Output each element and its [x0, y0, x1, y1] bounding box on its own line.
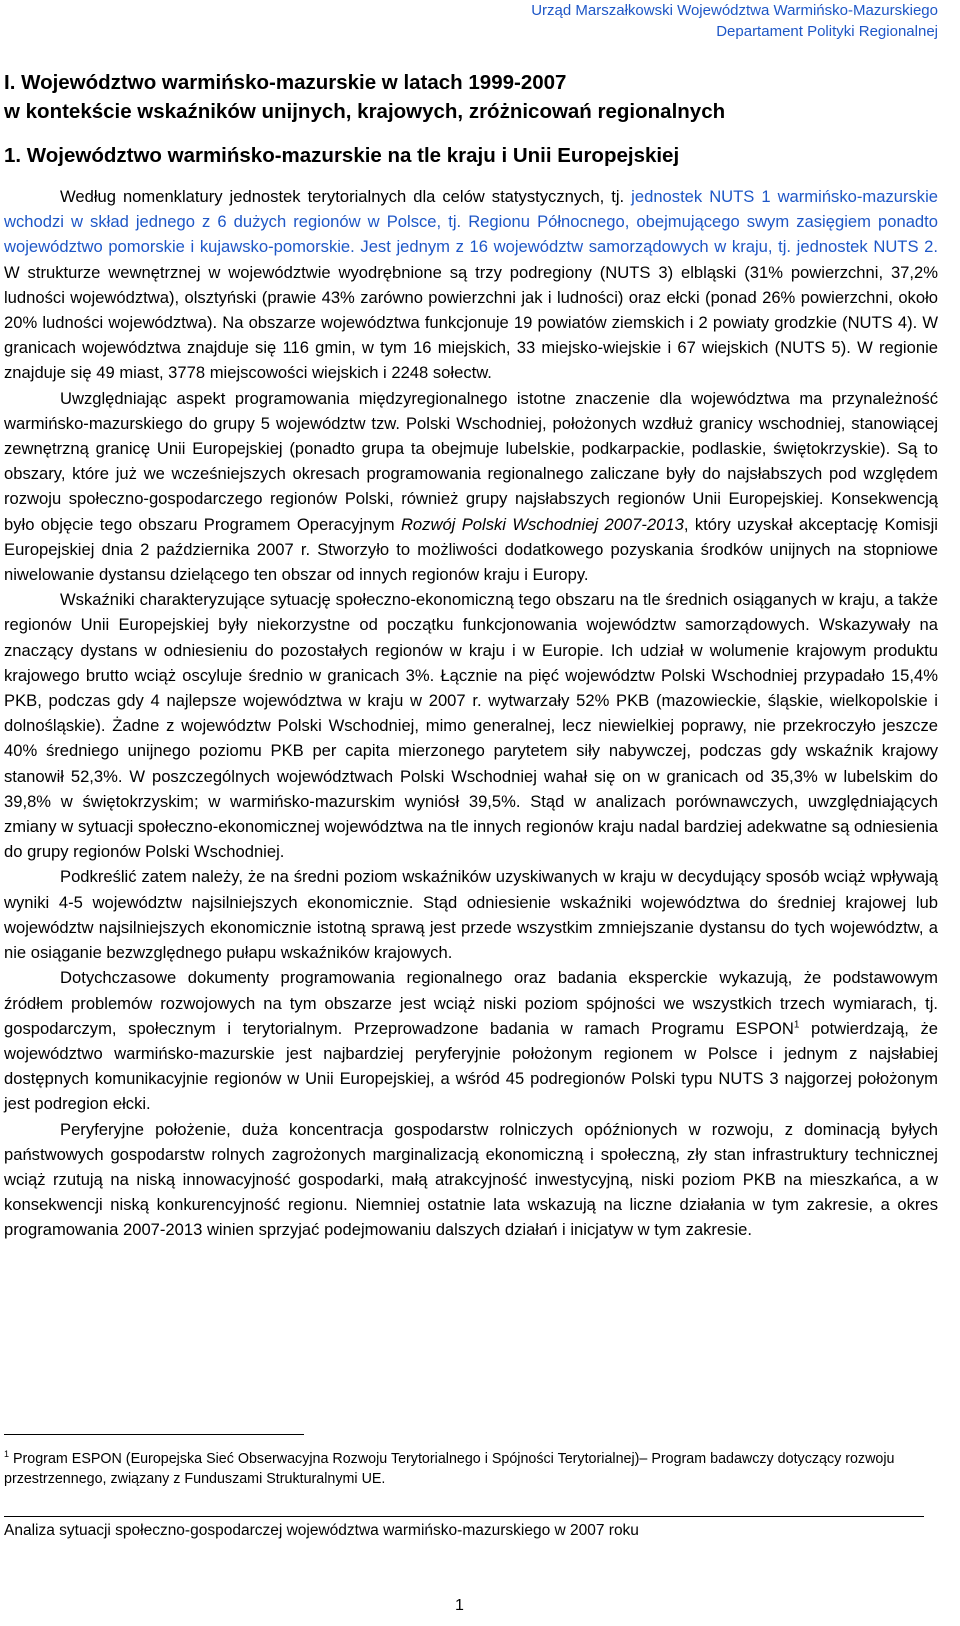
- header-institution: Urząd Marszałkowski Województwa Warmińsko-Mazurskiego: [531, 2, 938, 19]
- paragraph-6: Peryferyjne położenie, duża koncentracja gospodarstw rolniczych opóźnionych w rozwoju, z dominacją byłych państwowych gospodarstw rolnych zagrożonych marginalizacją ekonomiczną i społeczną, zły stan infrastruktury technicznej wciąż rzutują na niską innowacyjność gospodarki, małą atrakcyjność inwestycyjną, niski poziom PKB na mieszkańca, a w konsekwencji niską konkurencyjność regionu. Niemniej ostatnie lata wskazują na liczne działania w tym zakresie, a okres programowania 2007-2013 winien sprzyjać podejmowaniu dalszych działań i inicjatyw w tym zakresie.: [4, 1119, 938, 1240]
- footnote-separator: [4, 1434, 304, 1435]
- paragraph-2-part-a: Uwzględniając aspekt programowania międzyregionalnego istotne znaczenie dla województwa ma przynależność warmińsko-mazurskiego do grupy 5 województw tzw. Polski Wschodniej, położonych wzdłuż granicy wschodniej, stanowiącej zewnętrzną granicę Unii Europejskiej (ponadto grupa ta obejmuje lubelskie, podkarpackie, podlaskie, świętokrzyskie). Są to obszary, które już we wcześniejszych okresach programowania regionalnego zaliczane były do najsłabszych pod względem rozwoju społeczno-gospodarczego regionów Polski, również grupy najsłabszych regionów Unii Europejskiej. Konsekwencją było objęcie tego obszaru Programem Operacyjnym: [4, 388, 938, 534]
- page-footer: Analiza sytuacji społeczno-gospodarczej województwa warmińsko-mazurskiego w 2007 roku: [4, 1522, 639, 1539]
- chapter-heading: [4, 68, 944, 126]
- page-number: 1: [455, 1597, 464, 1614]
- footnote-reference[interactable]: 1: [793, 1019, 800, 1031]
- paragraph-2-program-title: Rozwój Polski Wschodniej 2007-2013: [400, 514, 684, 534]
- paragraph-1-part-a: Według nomenklatury jednostek terytorialnych dla celów statystycznych, tj.: [60, 187, 632, 206]
- page-header: [38, 0, 938, 42]
- paragraph-5-part-a: Dotychczasowe dokumenty programowania regionalnego oraz badania eksperckie wykazują, że podstawowym źródłem problemów rozwojowych na tym obszarze jest wciąż niski poziom spójności we wszystkich trzech wymiarach, tj. gospodarczym, społecznym i terytorialnym. Przeprowadzone badania w ramach Programu ESPON: [4, 968, 938, 1038]
- paragraph-3: Wskaźniki charakteryzujące sytuację społeczno-ekonomiczną tego obszaru na tle średnich osiąganych w kraju, a także regionów Unii Europejskiej były niekorzystne od początku funkcjonowania województw samorządowych. Wskazywały na znaczący dystans w odniesieniu do pozostałych regionów w kraju i w Europie. Ich udział w wolumenie krajowym produktu krajowego brutto wciąż oscyluje średnio w granicach 3%. Łącznie na pięć województw Polski Wschodniej przypadało 15,4% PKB, podczas gdy 4 najlepsze województwa w kraju w 2007 r. wytwarzały 52% PKB (mazowieckie, śląskie, wielkopolskie i dolnośląskie). Żadne z województw Polski Wschodniej, mimo generalnej, lecz niewielkiej poprawy, nie przekroczyło jeszcze 40% średniego unijnego poziomu PKB per capita mierzonego parytetem siły nabywczej, podczas gdy wskaźnik krajowy stanowił 52,3%. W poszczególnych województwach Polski Wschodniej wahał się on w granicach od 35,3% w lubelskim do 39,8% w świętokrzyskim; w warmińsko-mazurskim wyniósł 39,5%. Stąd w analizach porównawczych, uwzględniających zmiany w sytuacji społeczno-ekonomicznej województwa na tle innych regionów kraju nadal bardziej adekwatne są odniesienia do grupy regionów Polski Wschodniej.: [4, 590, 938, 862]
- chapter-heading-line2: w kontekście wskaźników unijnych, krajowych, zróżnicowań regionalnych: [4, 100, 726, 123]
- section-heading: 1. Województwo warmińsko-mazurskie na tle kraju i Unii Europejskiej: [4, 144, 680, 167]
- paragraph-1-part-b: jednostek NUTS 1 warmińsko-mazurskie wchodzi w skład jednego z 6 dużych regionów w Polsce, tj.: [4, 187, 939, 232]
- footer-separator: [4, 1516, 924, 1517]
- paragraph-2: [4, 386, 938, 588]
- paragraph-5-part-b: potwierdzają, że województwo warmińsko-mazurskie jest najbardziej peryferyjnie położonym regionem w Polsce i jednym z najsłabiej dostępnych komunikacyjnie regionów w Unii Europejskiej, a wśród 45 podregionów Polski typu NUTS 3 najgorzej położonym jest podregion ełcki.: [4, 1018, 938, 1114]
- footnote-marker: 1: [4, 1449, 10, 1459]
- paragraph-4: Podkreślić zatem należy, że na średni poziom wskaźników uzyskiwanych w kraju w decydujący sposób wciąż wpływają wyniki 4-5 województw najsilniejszych ekonomicznie. Stąd odniesienie wskaźniki województwa do średniej krajowej lub województw najsilniejszych ekonomicznie istotną sprawą jest przede wszystkim zmniejszanie dystansu do tych województw, a nie osiąganie bezwzględnego pułapu wskaźników krajowych.: [4, 867, 938, 963]
- paragraph-5: [4, 965, 938, 1116]
- footnote: [4, 1444, 904, 1489]
- footnote-text: Program ESPON (Europejska Sieć Obserwacyjna Rozwoju Terytorialnego i Spójności Terytorialnej)– Program badawczy dotyczący rozwoju przestrzennego, związany z Funduszami Strukturalnymi UE.: [4, 1450, 895, 1487]
- paragraph-1: [4, 184, 938, 386]
- chapter-heading-line1: I. Województwo warmińsko-mazurskie w latach 1999-2007: [4, 71, 567, 94]
- paragraph-1-part-c: Regionu Północnego, obejmującego swym zasięgiem ponadto województwo pomorskie i kujawsko-pomorskie. Jest jednym z 16 województw samorządowych w kraju, tj. jednostek NUTS 2.: [4, 212, 938, 257]
- paragraph-1-part-d: W strukturze wewnętrznej w województwie wyodrębnione są trzy podregiony (NUTS 3) elbląski (31% powierzchni, 37,2% ludności województwa), olsztyński (prawie 43% zarówno powierzchni jak i ludności) oraz ełcki (ponad 26% powierzchni, około 20% ludności województwa). Na obszarze województwa funkcjonuje 19 powiatów ziemskich i 2 powiaty grodzkie (NUTS 4). W granicach województwa znajduje się 116 gmin, w tym 16 miejskich, 33 miejsko-wiejskie i 67 wiejskich (NUTS 5). W regionie znajduje się 49 miast, 3778 miejscowości wiejskich i 2248 sołectw.: [4, 262, 938, 383]
- body-text: [4, 184, 938, 1243]
- paragraph-2-part-b: , który uzyskał akceptację Komisji Europejskiej dnia 2 października 2007 r. Stworzyło to możliwości dodatkowego pozyskania środków unijnych na stopniowe niwelowanie dystansu dzielącego ten obszar od innych regionów kraju i Europy.: [4, 514, 938, 585]
- header-department: Departament Polityki Regionalnej: [716, 23, 938, 40]
